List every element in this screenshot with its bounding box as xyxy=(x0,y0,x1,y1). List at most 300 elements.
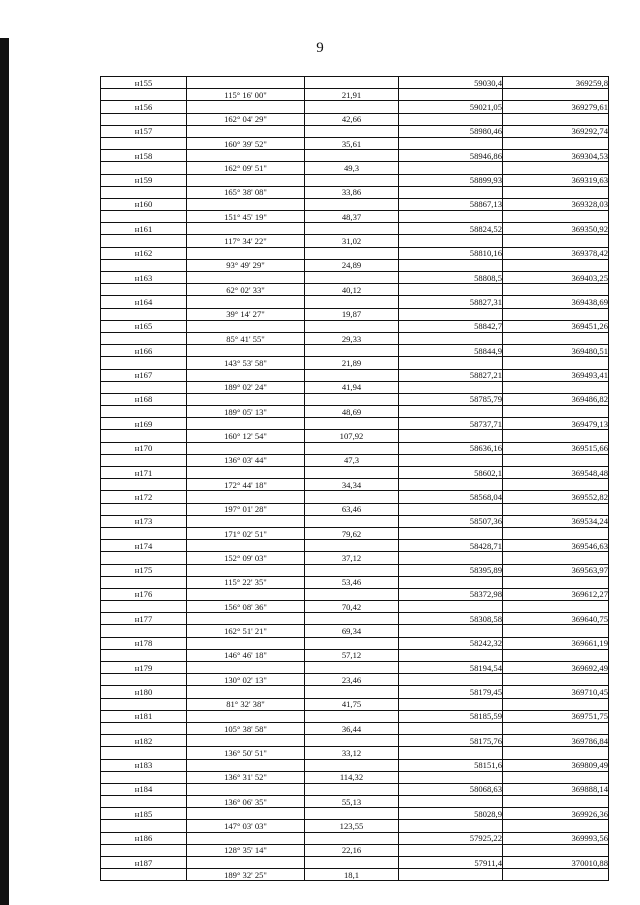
angle-cell: 156° 08' 36" xyxy=(187,601,305,613)
y-coordinate-cell xyxy=(503,381,609,393)
x-coordinate-cell xyxy=(399,89,503,101)
angle-cell: 189° 02' 24" xyxy=(187,381,305,393)
table-row xyxy=(101,369,609,381)
x-coordinate-cell: 58428,71 xyxy=(399,540,503,552)
point-cell xyxy=(101,357,187,369)
angle-cell xyxy=(187,345,305,357)
distance-cell: 63,46 xyxy=(305,503,399,515)
y-coordinate-cell xyxy=(503,625,609,637)
x-coordinate-cell: 59021,05 xyxy=(399,101,503,113)
angle-cell: 160° 39' 52" xyxy=(187,137,305,149)
y-coordinate-cell xyxy=(503,698,609,710)
y-coordinate-cell xyxy=(503,552,609,564)
x-coordinate-cell xyxy=(399,796,503,808)
angle-cell: 136° 31' 52" xyxy=(187,771,305,783)
y-coordinate-cell xyxy=(503,454,609,466)
x-coordinate-cell xyxy=(399,137,503,149)
x-coordinate-cell: 58068,63 xyxy=(399,783,503,795)
angle-cell: 105° 38' 58" xyxy=(187,722,305,734)
angle-cell xyxy=(187,662,305,674)
distance-cell xyxy=(305,101,399,113)
table-row xyxy=(101,820,609,832)
distance-cell: 49,3 xyxy=(305,162,399,174)
angle-cell xyxy=(187,223,305,235)
x-coordinate-cell xyxy=(399,430,503,442)
x-coordinate-cell: 58867,13 xyxy=(399,198,503,210)
angle-cell xyxy=(187,77,305,89)
angle-cell xyxy=(187,442,305,454)
y-coordinate-cell: 369438,69 xyxy=(503,296,609,308)
x-coordinate-cell xyxy=(399,820,503,832)
point-cell: н178 xyxy=(101,637,187,649)
distance-cell xyxy=(305,832,399,844)
distance-cell: 70,42 xyxy=(305,601,399,613)
table-row xyxy=(101,540,609,552)
y-coordinate-cell xyxy=(503,113,609,125)
table-row xyxy=(101,357,609,369)
table-row xyxy=(101,869,609,881)
table-row xyxy=(101,747,609,759)
table-row xyxy=(101,454,609,466)
point-cell xyxy=(101,796,187,808)
angle-cell xyxy=(187,857,305,869)
point-cell xyxy=(101,601,187,613)
y-coordinate-cell xyxy=(503,259,609,271)
x-coordinate-cell xyxy=(399,625,503,637)
angle-cell xyxy=(187,247,305,259)
table-row xyxy=(101,564,609,576)
angle-cell: 81° 32' 38" xyxy=(187,698,305,710)
x-coordinate-cell xyxy=(399,869,503,881)
angle-cell xyxy=(187,320,305,332)
point-cell xyxy=(101,113,187,125)
distance-cell: 57,12 xyxy=(305,649,399,661)
x-coordinate-cell xyxy=(399,284,503,296)
x-coordinate-cell xyxy=(399,747,503,759)
x-coordinate-cell: 58179,45 xyxy=(399,686,503,698)
angle-cell: 189° 32' 25" xyxy=(187,869,305,881)
angle-cell: 162° 09' 51" xyxy=(187,162,305,174)
angle-cell xyxy=(187,174,305,186)
y-coordinate-cell: 369546,63 xyxy=(503,540,609,552)
distance-cell: 21,89 xyxy=(305,357,399,369)
x-coordinate-cell xyxy=(399,503,503,515)
distance-cell: 48,69 xyxy=(305,406,399,418)
table-row xyxy=(101,491,609,503)
x-coordinate-cell xyxy=(399,771,503,783)
point-cell: н155 xyxy=(101,77,187,89)
y-coordinate-cell xyxy=(503,162,609,174)
x-coordinate-cell xyxy=(399,454,503,466)
x-coordinate-cell xyxy=(399,235,503,247)
x-coordinate-cell xyxy=(399,186,503,198)
table-row xyxy=(101,771,609,783)
table-row xyxy=(101,198,609,210)
distance-cell: 47,3 xyxy=(305,454,399,466)
distance-cell xyxy=(305,320,399,332)
distance-cell: 55,13 xyxy=(305,796,399,808)
point-cell xyxy=(101,747,187,759)
table-row xyxy=(101,235,609,247)
y-coordinate-cell xyxy=(503,284,609,296)
point-cell: н169 xyxy=(101,418,187,430)
table-row xyxy=(101,698,609,710)
x-coordinate-cell: 58028,9 xyxy=(399,808,503,820)
point-cell xyxy=(101,869,187,881)
point-cell: н160 xyxy=(101,198,187,210)
point-cell: н186 xyxy=(101,832,187,844)
angle-cell xyxy=(187,515,305,527)
distance-cell: 69,34 xyxy=(305,625,399,637)
angle-cell: 146° 46' 18" xyxy=(187,649,305,661)
angle-cell: 93° 49' 29" xyxy=(187,259,305,271)
table-row xyxy=(101,113,609,125)
table-row xyxy=(101,710,609,722)
x-coordinate-cell: 58827,21 xyxy=(399,369,503,381)
y-coordinate-cell xyxy=(503,771,609,783)
x-coordinate-cell xyxy=(399,381,503,393)
x-coordinate-cell xyxy=(399,357,503,369)
x-coordinate-cell: 58827,31 xyxy=(399,296,503,308)
point-cell xyxy=(101,259,187,271)
point-cell xyxy=(101,406,187,418)
x-coordinate-cell: 58175,76 xyxy=(399,735,503,747)
table-row xyxy=(101,272,609,284)
angle-cell xyxy=(187,272,305,284)
angle-cell: 39° 14' 27" xyxy=(187,308,305,320)
point-cell: н166 xyxy=(101,345,187,357)
point-cell: н185 xyxy=(101,808,187,820)
point-cell: н173 xyxy=(101,515,187,527)
distance-cell: 114,32 xyxy=(305,771,399,783)
point-cell: н180 xyxy=(101,686,187,698)
table-row xyxy=(101,174,609,186)
table-row xyxy=(101,467,609,479)
distance-cell: 19,87 xyxy=(305,308,399,320)
table-row xyxy=(101,406,609,418)
y-coordinate-cell: 369751,75 xyxy=(503,710,609,722)
table-row xyxy=(101,588,609,600)
distance-cell xyxy=(305,150,399,162)
angle-cell: 128° 35' 14" xyxy=(187,844,305,856)
distance-cell xyxy=(305,125,399,137)
angle-cell xyxy=(187,735,305,747)
table-row xyxy=(101,783,609,795)
distance-cell xyxy=(305,369,399,381)
y-coordinate-cell xyxy=(503,235,609,247)
distance-cell xyxy=(305,686,399,698)
distance-cell xyxy=(305,515,399,527)
distance-cell: 79,62 xyxy=(305,527,399,539)
y-coordinate-cell: 369304,53 xyxy=(503,150,609,162)
x-coordinate-cell: 58842,7 xyxy=(399,320,503,332)
table-row xyxy=(101,503,609,515)
scan-left-edge xyxy=(0,38,9,905)
table-row xyxy=(101,576,609,588)
x-coordinate-cell: 58395,89 xyxy=(399,564,503,576)
table-row xyxy=(101,479,609,491)
x-coordinate-cell: 58810,16 xyxy=(399,247,503,259)
y-coordinate-cell xyxy=(503,503,609,515)
point-cell xyxy=(101,137,187,149)
table-row xyxy=(101,674,609,686)
y-coordinate-cell xyxy=(503,649,609,661)
distance-cell xyxy=(305,272,399,284)
y-coordinate-cell xyxy=(503,211,609,223)
x-coordinate-cell xyxy=(399,698,503,710)
x-coordinate-cell xyxy=(399,406,503,418)
table-row xyxy=(101,637,609,649)
x-coordinate-cell: 59030,4 xyxy=(399,77,503,89)
y-coordinate-cell xyxy=(503,186,609,198)
angle-cell: 197° 01' 28" xyxy=(187,503,305,515)
y-coordinate-cell: 369378,42 xyxy=(503,247,609,259)
table-row xyxy=(101,515,609,527)
distance-cell: 53,46 xyxy=(305,576,399,588)
y-coordinate-cell: 369563,97 xyxy=(503,564,609,576)
distance-cell: 33,86 xyxy=(305,186,399,198)
point-cell xyxy=(101,576,187,588)
point-cell: н159 xyxy=(101,174,187,186)
point-cell xyxy=(101,649,187,661)
y-coordinate-cell: 369786,84 xyxy=(503,735,609,747)
point-cell: н164 xyxy=(101,296,187,308)
table-row xyxy=(101,418,609,430)
y-coordinate-cell: 369480,51 xyxy=(503,345,609,357)
table-row xyxy=(101,211,609,223)
y-coordinate-cell xyxy=(503,722,609,734)
angle-cell xyxy=(187,832,305,844)
point-cell: н170 xyxy=(101,442,187,454)
point-cell xyxy=(101,284,187,296)
y-coordinate-cell xyxy=(503,747,609,759)
x-coordinate-cell xyxy=(399,479,503,491)
point-cell xyxy=(101,89,187,101)
distance-cell: 42,66 xyxy=(305,113,399,125)
table-row xyxy=(101,247,609,259)
distance-cell xyxy=(305,467,399,479)
table-row xyxy=(101,735,609,747)
distance-cell xyxy=(305,662,399,674)
point-cell xyxy=(101,527,187,539)
distance-cell xyxy=(305,710,399,722)
point-cell: н163 xyxy=(101,272,187,284)
table-row xyxy=(101,223,609,235)
point-cell: н161 xyxy=(101,223,187,235)
x-coordinate-cell xyxy=(399,576,503,588)
y-coordinate-cell: 369403,25 xyxy=(503,272,609,284)
angle-cell: 152° 09' 03" xyxy=(187,552,305,564)
x-coordinate-cell xyxy=(399,332,503,344)
table-row xyxy=(101,137,609,149)
x-coordinate-cell xyxy=(399,162,503,174)
table-row xyxy=(101,649,609,661)
angle-cell: 172° 44' 18" xyxy=(187,479,305,491)
table-row xyxy=(101,162,609,174)
angle-cell xyxy=(187,198,305,210)
angle-cell: 136° 03' 44" xyxy=(187,454,305,466)
distance-cell xyxy=(305,637,399,649)
table-row xyxy=(101,101,609,113)
x-coordinate-cell xyxy=(399,601,503,613)
distance-cell xyxy=(305,613,399,625)
y-coordinate-cell xyxy=(503,527,609,539)
x-coordinate-cell: 58372,98 xyxy=(399,588,503,600)
point-cell xyxy=(101,430,187,442)
x-coordinate-cell: 58808,5 xyxy=(399,272,503,284)
x-coordinate-cell: 58242,32 xyxy=(399,637,503,649)
y-coordinate-cell: 369640,75 xyxy=(503,613,609,625)
y-coordinate-cell xyxy=(503,796,609,808)
angle-cell: 130° 02' 13" xyxy=(187,674,305,686)
angle-cell xyxy=(187,588,305,600)
table-row xyxy=(101,381,609,393)
x-coordinate-cell xyxy=(399,844,503,856)
x-coordinate-cell xyxy=(399,649,503,661)
y-coordinate-cell: 369279,61 xyxy=(503,101,609,113)
angle-cell xyxy=(187,808,305,820)
y-coordinate-cell xyxy=(503,308,609,320)
distance-cell: 24,89 xyxy=(305,259,399,271)
table-row xyxy=(101,320,609,332)
table-row xyxy=(101,345,609,357)
angle-cell xyxy=(187,369,305,381)
distance-cell: 29,33 xyxy=(305,332,399,344)
x-coordinate-cell: 58507,36 xyxy=(399,515,503,527)
x-coordinate-cell: 58899,93 xyxy=(399,174,503,186)
y-coordinate-cell: 369612,27 xyxy=(503,588,609,600)
angle-cell: 117° 34' 22" xyxy=(187,235,305,247)
point-cell: н156 xyxy=(101,101,187,113)
point-cell xyxy=(101,844,187,856)
point-cell xyxy=(101,235,187,247)
x-coordinate-cell: 58946,86 xyxy=(399,150,503,162)
point-cell xyxy=(101,771,187,783)
y-coordinate-cell: 369486,82 xyxy=(503,393,609,405)
table-row xyxy=(101,77,609,89)
table-row xyxy=(101,259,609,271)
y-coordinate-cell xyxy=(503,89,609,101)
angle-cell: 143° 53' 58" xyxy=(187,357,305,369)
point-cell: н158 xyxy=(101,150,187,162)
angle-cell xyxy=(187,491,305,503)
y-coordinate-cell xyxy=(503,479,609,491)
point-cell: н175 xyxy=(101,564,187,576)
y-coordinate-cell xyxy=(503,869,609,881)
point-cell xyxy=(101,479,187,491)
angle-cell: 162° 51' 21" xyxy=(187,625,305,637)
table-row xyxy=(101,844,609,856)
distance-cell xyxy=(305,442,399,454)
y-coordinate-cell: 369809,49 xyxy=(503,759,609,771)
angle-cell xyxy=(187,101,305,113)
table-row xyxy=(101,150,609,162)
distance-cell: 41,94 xyxy=(305,381,399,393)
y-coordinate-cell: 370010,88 xyxy=(503,857,609,869)
y-coordinate-cell: 369692,49 xyxy=(503,662,609,674)
distance-cell: 21,91 xyxy=(305,89,399,101)
table-row xyxy=(101,625,609,637)
table-row xyxy=(101,393,609,405)
y-coordinate-cell xyxy=(503,430,609,442)
y-coordinate-cell: 369552,82 xyxy=(503,491,609,503)
angle-cell: 151° 45' 19" xyxy=(187,211,305,223)
angle-cell: 160° 12' 54" xyxy=(187,430,305,442)
distance-cell xyxy=(305,296,399,308)
x-coordinate-cell: 58737,71 xyxy=(399,418,503,430)
point-cell: н176 xyxy=(101,588,187,600)
distance-cell xyxy=(305,540,399,552)
angle-cell xyxy=(187,686,305,698)
point-cell: н162 xyxy=(101,247,187,259)
distance-cell: 23,46 xyxy=(305,674,399,686)
distance-cell: 35,61 xyxy=(305,137,399,149)
point-cell xyxy=(101,698,187,710)
coordinates-table-body xyxy=(101,77,609,881)
distance-cell: 37,12 xyxy=(305,552,399,564)
distance-cell xyxy=(305,198,399,210)
point-cell xyxy=(101,162,187,174)
distance-cell xyxy=(305,857,399,869)
table-row xyxy=(101,125,609,137)
distance-cell xyxy=(305,735,399,747)
point-cell xyxy=(101,308,187,320)
point-cell: н177 xyxy=(101,613,187,625)
angle-cell xyxy=(187,613,305,625)
angle-cell: 136° 50' 51" xyxy=(187,747,305,759)
distance-cell xyxy=(305,783,399,795)
y-coordinate-cell: 369661,19 xyxy=(503,637,609,649)
distance-cell: 40,12 xyxy=(305,284,399,296)
distance-cell xyxy=(305,247,399,259)
distance-cell: 123,55 xyxy=(305,820,399,832)
y-coordinate-cell xyxy=(503,406,609,418)
x-coordinate-cell xyxy=(399,113,503,125)
point-cell: н167 xyxy=(101,369,187,381)
angle-cell: 147° 03' 03" xyxy=(187,820,305,832)
angle-cell xyxy=(187,296,305,308)
table-row xyxy=(101,296,609,308)
point-cell xyxy=(101,381,187,393)
y-coordinate-cell: 369479,13 xyxy=(503,418,609,430)
y-coordinate-cell: 369493,41 xyxy=(503,369,609,381)
point-cell: н182 xyxy=(101,735,187,747)
distance-cell xyxy=(305,564,399,576)
table-row xyxy=(101,808,609,820)
point-cell: н168 xyxy=(101,393,187,405)
distance-cell: 41,75 xyxy=(305,698,399,710)
table-row xyxy=(101,430,609,442)
x-coordinate-cell xyxy=(399,552,503,564)
point-cell: н171 xyxy=(101,467,187,479)
angle-cell: 162° 04' 29" xyxy=(187,113,305,125)
x-coordinate-cell xyxy=(399,259,503,271)
y-coordinate-cell: 369548,48 xyxy=(503,467,609,479)
x-coordinate-cell: 58844,9 xyxy=(399,345,503,357)
table-row xyxy=(101,759,609,771)
point-cell: н157 xyxy=(101,125,187,137)
y-coordinate-cell: 369259,8 xyxy=(503,77,609,89)
y-coordinate-cell xyxy=(503,576,609,588)
distance-cell xyxy=(305,418,399,430)
table-row xyxy=(101,857,609,869)
y-coordinate-cell: 369319,63 xyxy=(503,174,609,186)
point-cell: н165 xyxy=(101,320,187,332)
x-coordinate-cell xyxy=(399,527,503,539)
y-coordinate-cell: 369292,74 xyxy=(503,125,609,137)
y-coordinate-cell xyxy=(503,601,609,613)
x-coordinate-cell: 58824,52 xyxy=(399,223,503,235)
